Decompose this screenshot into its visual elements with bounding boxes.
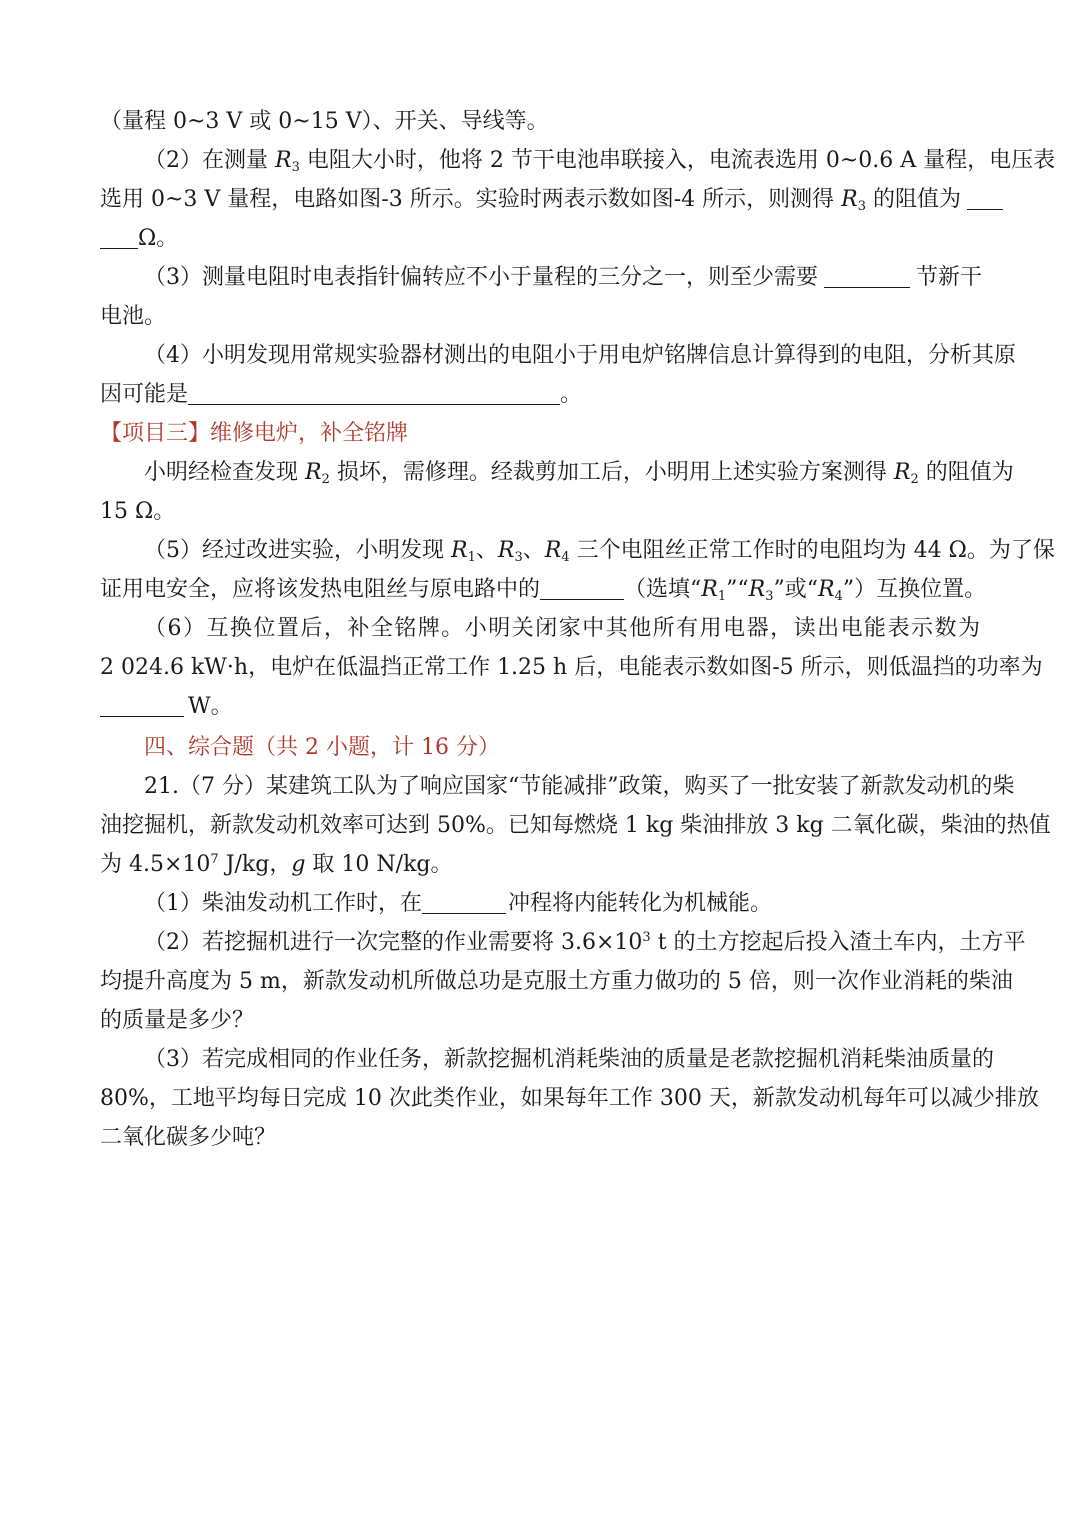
question-3-line: （3）测量电阻时电表指针偏转应不小于量程的三分之一，则至少需要 节新干 [144,265,983,290]
answer-blank[interactable] [824,265,910,288]
question-5-line: 证用电安全，应将该发热电阻丝与原电路中的 （选填“$R_1”“R_3$”或“$R_4$”）互换位置。 [100,577,987,604]
question-2-line: 选用 0~3 V 量程，电路如图-3 所示。实验时两表示数如图-4 所示，则测得 $R_3$ 的阻值为 [100,185,980,215]
project-three-heading: 【项目三】维修电炉，补全铭牌 [100,421,409,446]
question-21-stem: 油挖掘机，新款发动机效率可达到 50%。已知每燃烧 1 kg 柴油排放 3 kg 二氧化碳，柴油的热值 [100,813,1051,838]
answer-blank[interactable] [422,891,506,914]
question-21-2: 的质量是多少？ [100,1008,255,1033]
question-21-1: （1）柴油发动机工作时，在 冲程将内能转化为机械能。 [144,891,773,916]
section-four-heading: 四、综合题（共 2 小题，计 16 分） [144,735,500,760]
question-21-3: 二氧化碳多少吨？ [100,1125,277,1150]
answer-blank[interactable] [967,187,1003,210]
answer-blank[interactable] [100,226,138,249]
question-3-line: 电池。 [100,304,167,329]
question-21-stem: 21.（7 分）某建筑工队为了响应国家“节能减排”政策，购买了一批安装了新款发动机的柴 [144,774,1015,799]
project-three-text: 小明经检查发现 $R_2$ 损坏，需修理。经裁剪加工后，小明用上述实验方案测得 $R_2$ 的阻值为 [144,460,1014,487]
question-21-2: 均提升高度为 5 m，新款发动机所做总功是克服土方重力做功的 5 倍，则一次作业消耗的柴油 [100,969,1013,994]
question-2-line: Ω。 [100,224,980,254]
project-three-text: 15 Ω。 [100,499,176,524]
question-4-line: （4）小明发现用常规实验器材测出的电阻小于用电炉铭牌信息计算得到的电阻，分析其原 [144,343,1017,368]
question-6-line: （6）互换位置后，补全铭牌。小明关闭家中其他所有用电器，读出电能表示数为 [144,616,980,641]
question-21-2: （2）若挖掘机进行一次完整的作业需要将 $3.6\times 10^3$ t 的土方挖起后投入渣土车内，土方平 [144,930,1026,955]
question-5-line: （5）经过改进实验，小明发现 $R_1$、$R_3$、$R_4$ 三个电阻丝正常工作时的电阻均为 44 Ω。为了保 [144,538,1055,565]
question-21-3: 80%，工地平均每日完成 10 次此类作业，如果每年工作 300 天，新款发动机每年可以减少排放 [100,1086,1039,1111]
answer-blank[interactable] [100,694,184,717]
question-6-line: 2 024.6 kW·h，电炉在低温挡正常工作 1.25 h 后，电能表示数如图-5 所示，则低温挡的功率为 [100,655,1043,680]
question-21-3: （3）若完成相同的作业任务，新款挖掘机消耗柴油的质量是老款挖掘机消耗柴油质量的 [144,1047,994,1072]
question-4-line: 因可能是 。 [100,382,583,407]
question-21-stem: 为 $4.5\times 10^7$ J/kg，g 取 10 N/kg。 [100,852,453,877]
text-line: （量程 0~3 V 或 0~15 V）、开关、导线等。 [100,109,549,134]
question-2-line: （2）在测量 $R_3$ 电阻大小时，他将 2 节干电池串联接入，电流表选用 0~0.6 A 量程，电压表 [144,148,1056,175]
answer-blank[interactable] [188,382,560,405]
question-6-line: W。 [100,692,980,722]
answer-blank[interactable] [540,577,624,600]
